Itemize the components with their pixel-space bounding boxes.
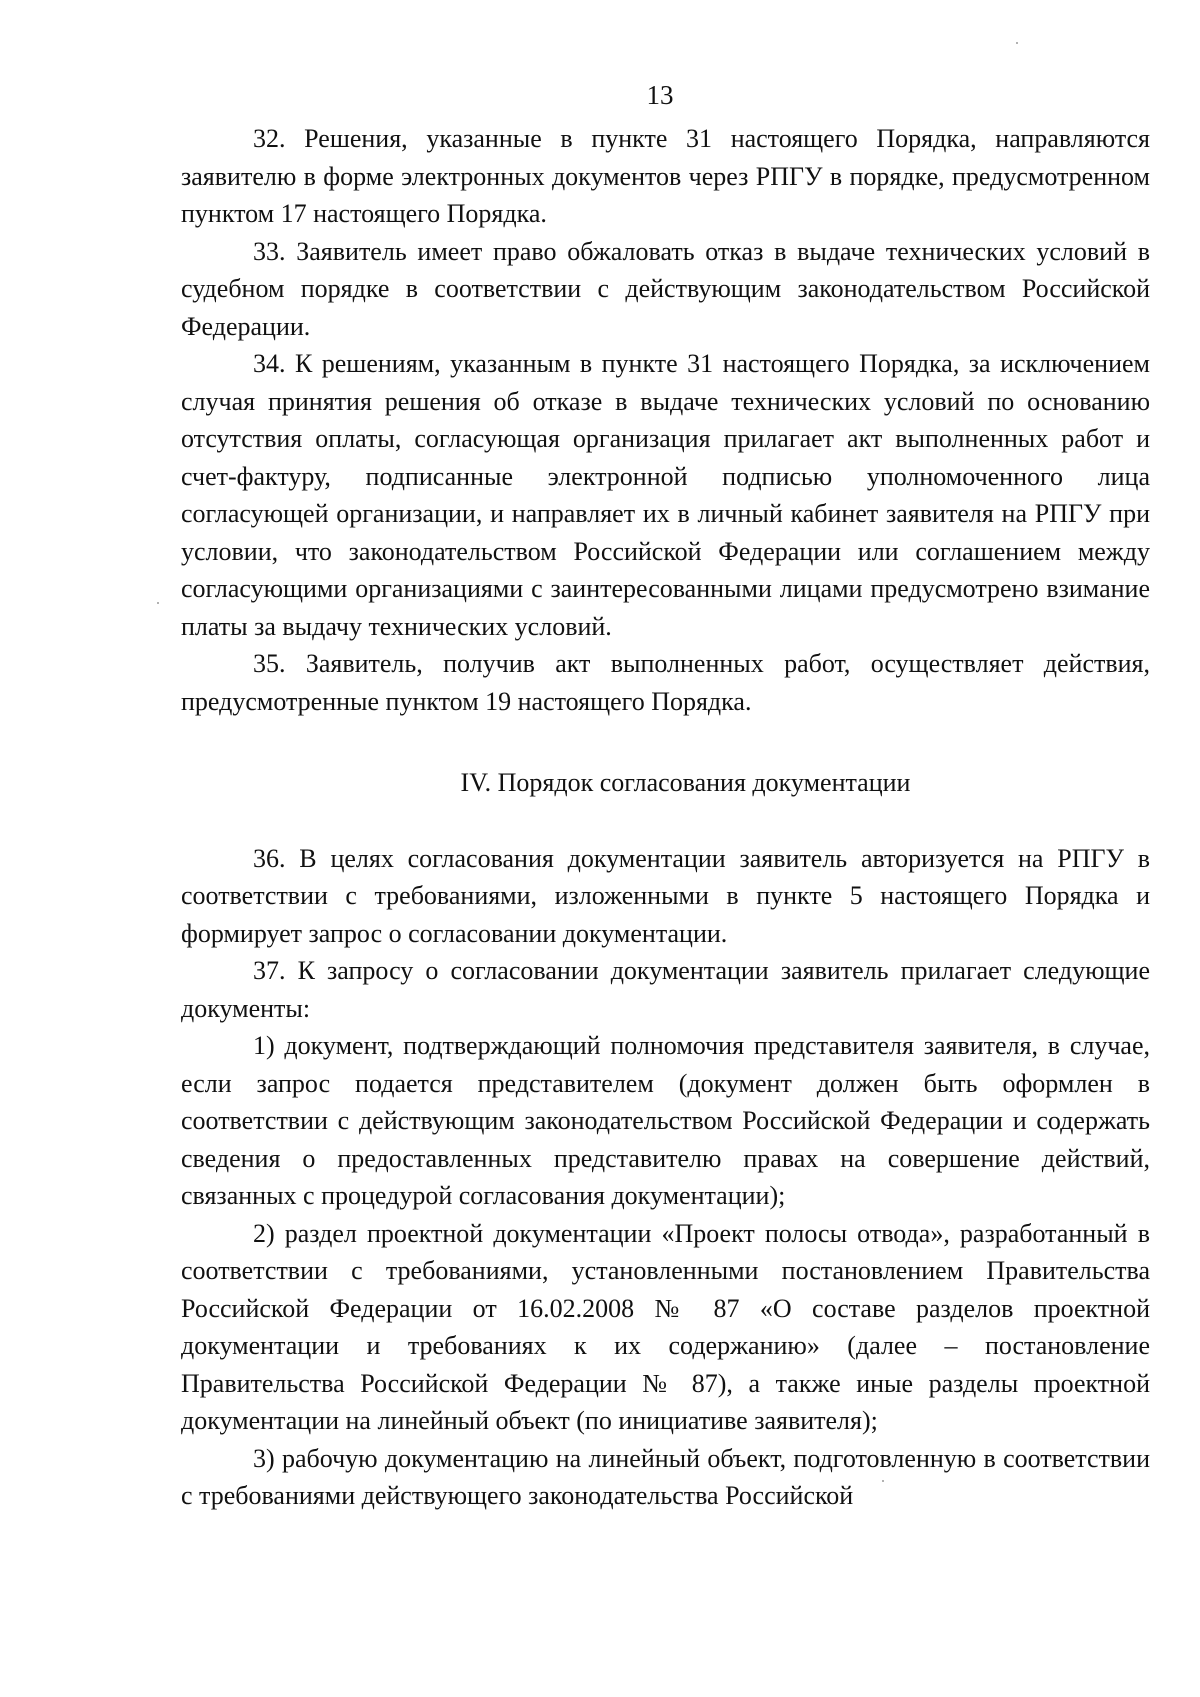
paragraph-36: 36. В целях согласования документации заявитель авторизуется на РПГУ в соответствии с требованиями, изложенными в пункте 5 настоящего Порядка и формирует запрос о согласовании документации. <box>181 843 1150 948</box>
paragraph-34: 34. К решениям, указанным в пункте 31 настоящего Порядка, за исключением случая принятия решения об отказе в выдаче технических условий по основанию отсутствия оплаты, согласующая организация прилагает акт выполненных работ и счет-фактуру, подписанные электронной подписью уполномоченного лица согласующей организации, и направляет их в личный кабинет заявителя на РПГУ при условии, что законодательством Российской Федерации или соглашением между согласующими организациями с заинтересованными лицами предусмотрено взимание платы за выдачу технических условий. <box>181 349 1150 641</box>
page-number: 13 <box>646 80 674 110</box>
document-body <box>181 120 1150 1515</box>
list-item-3: 3) рабочую документацию на линейный объект, подготовленную в соответствии с требованиями действующего законодательства Российской <box>181 1443 1150 1510</box>
paragraph-37: 37. К запросу о согласовании документации заявитель прилагает следующие документы: <box>181 956 1150 1023</box>
scan-speck <box>1016 42 1018 44</box>
section-heading: IV. Порядок согласования документации <box>460 768 911 797</box>
paragraph-32: 32. Решения, указанные в пункте 31 настоящего Порядка, направляются заявителю в форме электронных документов через РПГУ в порядке, предусмотренном пунктом 17 настоящего Порядка. <box>181 124 1150 228</box>
paragraph-33: 33. Заявитель имеет право обжаловать отказ в выдаче технических условий в судебном порядке в соответствии с действующим законодательством Российской Федерации. <box>181 236 1150 341</box>
paragraph-35: 35. Заявитель, получив акт выполненных работ, осуществляет действия, предусмотренные пунктом 19 настоящего Порядка. <box>181 649 1150 716</box>
scan-speck <box>157 602 159 604</box>
list-item-1: 1) документ, подтверждающий полномочия представителя заявителя, в случае, если запрос подается представителем (документ должен быть оформлен в соответствии с действующим законодательством Российской Федерации и содержать сведения о предоставленных представителю правах на совершение действий, связанных с процедурой согласования документации); <box>181 1031 1150 1210</box>
list-item-2: 2) раздел проектной документации «Проект полосы отвода», разработанный в соответствии с требованиями, установленными постановлением Правительства Российской Федерации от 16.02.2008 № 87 «О составе разделов проектной документации и требованиях к их содержанию» (далее – постановление Правительства Российской Федерации № 87), а также иные разделы проектной документации на линейный объект (по инициативе заявителя); <box>181 1218 1150 1435</box>
